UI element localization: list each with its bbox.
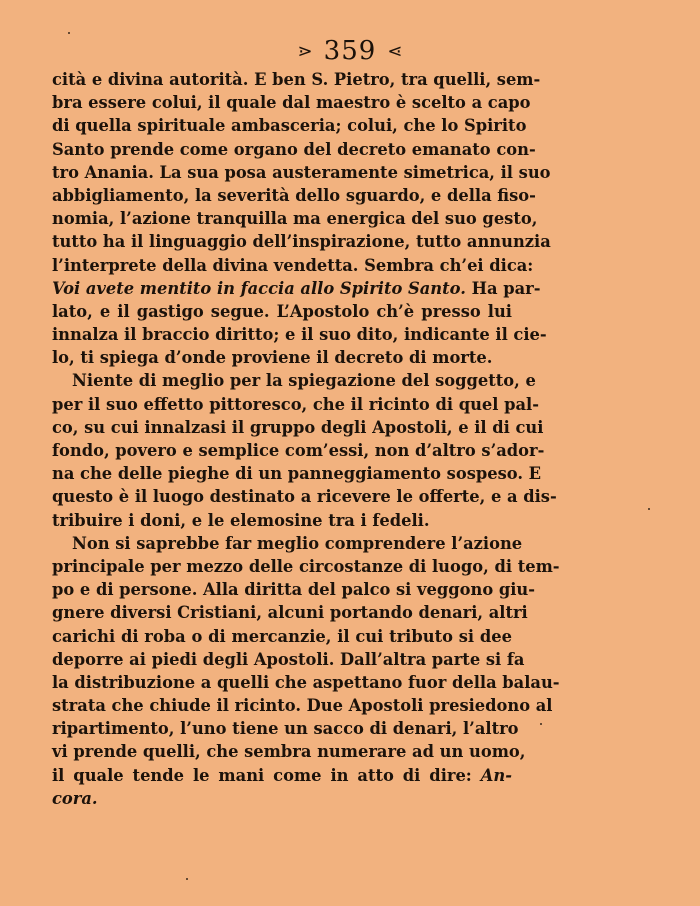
italic-quote: Voi avete mentito in faccia allo Spirito Santo. [52, 278, 466, 298]
text-fragment: il quale tende le mani come in atto di dire: [52, 765, 472, 785]
text-fragment: Ha par- [465, 278, 541, 298]
print-speck [68, 32, 70, 34]
text-line: ripartimento, l’uno tiene un sacco di denari, l’altro [52, 719, 519, 739]
right-ornament-icon: ⋖ [387, 40, 403, 62]
text-line: po e di persone. Alla diritta del palco si veggono giu- [52, 580, 536, 600]
text-line: Santo prende come organo del decreto emanato con- [52, 139, 536, 159]
text-line: la distribuzione a quelli che aspettano fuor della balau- [52, 672, 560, 692]
print-speck [186, 878, 188, 880]
text-line: vi prende quelli, che sembra numerare ad un uomo, [52, 742, 526, 762]
text-line: di quella spirituale ambasceria; colui, che lo Spirito [52, 116, 527, 136]
print-speck [648, 508, 650, 510]
text-line: co, su cui innalzasi il gruppo degli Apostoli, e il di cui [52, 417, 544, 437]
text-line-italic [52, 787, 512, 810]
text-line: tutto ha il linguaggio dell’inspirazione, tutto annunzia [52, 232, 551, 252]
page-body-text [52, 68, 560, 810]
text-line: per il suo effetto pittoresco, che il ricinto di quel pal- [52, 394, 539, 414]
text-line: lato, e il gastigo segue. L’Apostolo ch’è presso lui [52, 301, 512, 321]
text-line: gnere diversi Cristiani, alcuni portando denari, altri [52, 603, 528, 623]
text-line: na che delle pieghe di un panneggiamento sospeso. E [52, 464, 542, 484]
text-line-with-quote [52, 764, 512, 787]
text-line: deporre ai piedi degli Apostoli. Dall’altra parte si fa [52, 649, 525, 669]
text-line: abbigliamento, la severità dello sguardo, e della fiso- [52, 185, 536, 205]
text-line: questo è il luogo destinato a ricevere le offerte, e a dis- [52, 487, 557, 507]
text-line: bra essere colui, il quale dal maestro è scelto a capo [52, 93, 531, 113]
text-line: cità e divina autorità. E ben S. Pietro, tra quelli, sem- [52, 70, 541, 89]
text-line: tro Anania. La sua posa austeramente simetrica, il suo [52, 162, 551, 182]
italic-quote: An- [471, 765, 512, 785]
page-number: 359 [323, 36, 377, 66]
text-line: fondo, povero e semplice com’essi, non d’altro s’ador- [52, 441, 545, 460]
text-line: tribuire i doni, e le elemosine tra i fedeli. [52, 510, 430, 530]
text-line: lo, ti spiega d’onde proviene il decreto di morte. [52, 348, 493, 368]
text-line: l’interprete della divina vendetta. Sembra ch’ei dica: [52, 255, 534, 275]
text-line-with-quote [52, 277, 541, 300]
text-line: carichi di roba o di mercanzie, il cui tributo si dee [52, 626, 512, 646]
text-line: nomia, l’azione tranquilla ma energica del suo gesto, [52, 209, 538, 229]
print-speck [540, 723, 542, 725]
italic-quote: cora. [52, 788, 98, 808]
text-line: Non si saprebbe far meglio comprendere l’azione [72, 533, 523, 553]
text-line: principale per mezzo delle circostanze di luogo, di tem- [52, 556, 560, 576]
text-line: innalza il braccio diritto; e il suo dito, indicante il cie- [52, 325, 547, 345]
text-line: Niente di meglio per la spiegazione del soggetto, e [72, 371, 536, 391]
left-ornament-icon: ⋗ [297, 40, 313, 62]
page-header [0, 36, 700, 66]
text-line: strata che chiude il ricinto. Due Apostoli presiedono al [52, 696, 553, 716]
